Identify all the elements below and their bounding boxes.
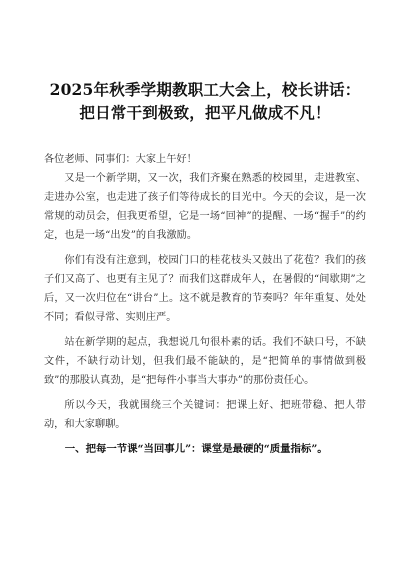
paragraph-2: 你们有没有注意到，校园门口的桂花枝头又鼓出了花苞？我们的孩子们又高了、也更有主见了？而我们这群成年人，在暑假的“间歇期”之后，又一次归位在“讲台”上。这不就是教育的节奏吗？年年重复、处处不同；看似寻常、实则庄严。 — [44, 255, 366, 323]
section-heading-1: 一、把每一节课“当回事儿”：课堂是最硬的“质量指标”。 — [64, 443, 328, 455]
paragraph-1: 又是一个新学期，又一次，我们齐聚在熟悉的校园里，走进教室、走进办公室，也走进了孩子们等待成长的目光中。今天的会议，是一次常规的动员会，但我更希望，它是一场“回神”的提醒、一场“握手”的约定，也是一场“出发”的自我激励。 — [44, 173, 366, 241]
paragraph-3: 站在新学期的起点，我想说几句很朴素的话。我们不缺口号，不缺文件，不缺行动计划，但我们最不能缺的，是“把简单的事情做到极致”的那股认真劲，是“把每件小事当大事办”的那份责任心。 — [44, 337, 366, 386]
paragraph-4: 所以今天，我就围绕三个关键词：把课上好、把班带稳、把人带动，和大家聊聊。 — [44, 400, 366, 430]
document-body — [44, 150, 366, 459]
document-title: 2025年秋季学期教职工大会上，校长讲话：把日常干到极致，把平凡做成不凡！ — [49, 80, 361, 122]
greeting-line: 各位老师、同事们：大家上午好！ — [44, 154, 197, 165]
